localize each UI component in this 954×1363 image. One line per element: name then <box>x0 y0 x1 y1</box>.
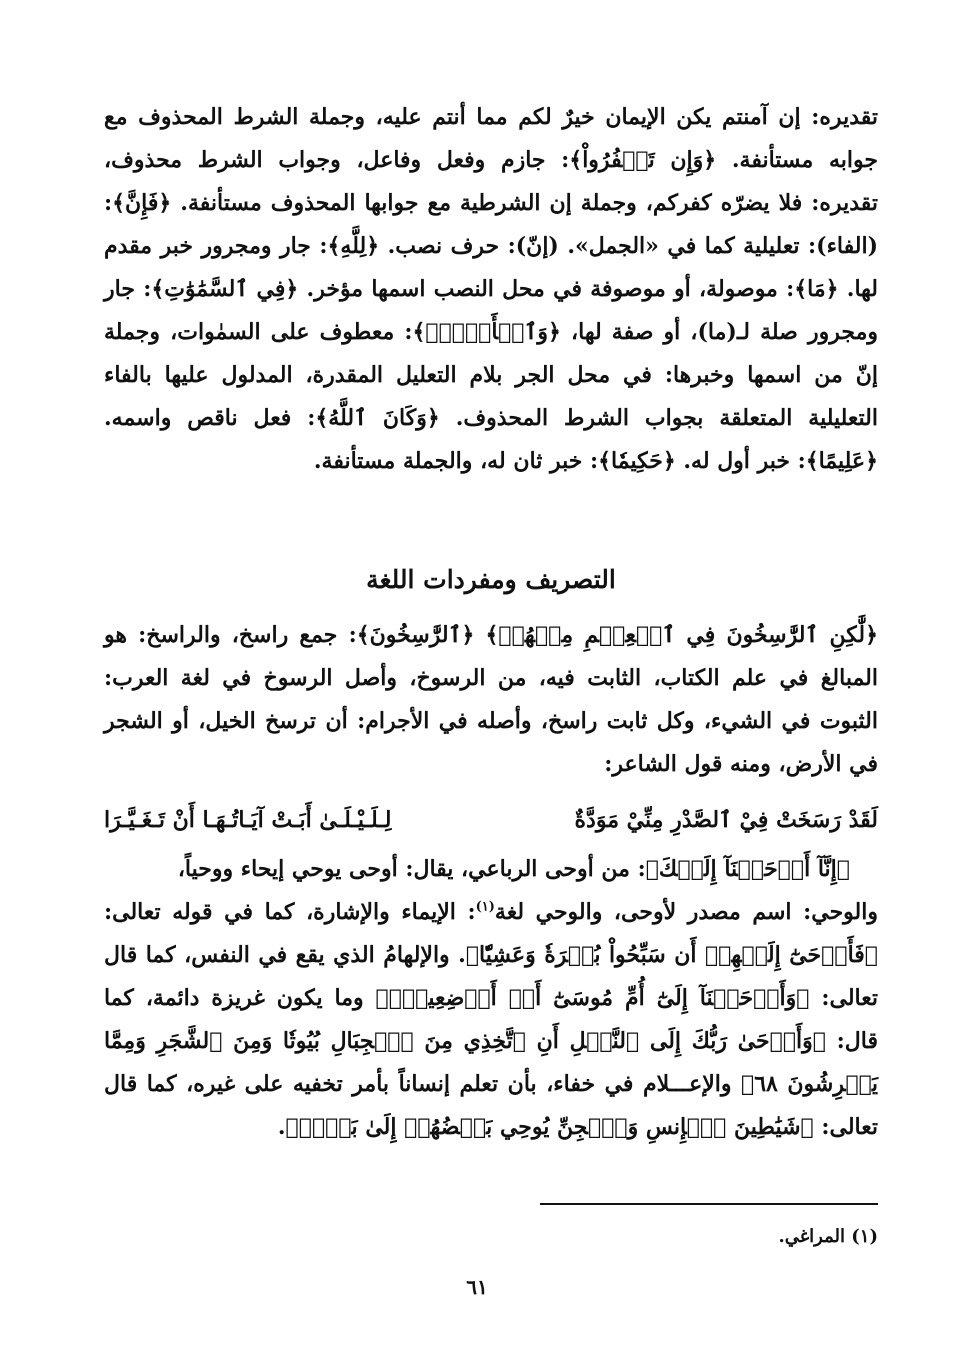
footnote-divider <box>540 1203 878 1205</box>
poetry-verse <box>104 800 878 840</box>
verse-second-hemistich: لِـلَـيْـلَـىٰ أَبَـتْ آيَـاتُـهَـا أَنْ تَـغَـيَّـرَا <box>104 807 392 833</box>
paragraph-text: والوحي: اسم مصدر لأوحى، والوحي لغة <box>494 899 878 925</box>
paragraph-grammar-analysis <box>104 96 878 483</box>
paragraph-text: تقديره: إن آمنتم يكن الإيمان خيرٌ لكم مما أنتم عليه، وجملة الشرط المحذوف مع جوابه مستأنفة. ﴿وَإِن تَكۡفُرُواْ﴾: جازم وفعل وفاعل، وجواب الشرط محذوف، تقديره: فلا يضرّه كفركم، وجملة إن الشرطية مع جوابها المحذوف مستأنفة. ﴿فَإِنَّ﴾: (الفاء): تعليلية كما في «الجمل». (إنّ): حرف نصب. ﴿لِلَّهِ﴾: جار ومجرور خبر مقدم لها. ﴿مَا﴾: موصولة، أو موصوفة في محل النصب اسمها مؤخر. ﴿فِي ٱلسَّمَٰوَٰتِ﴾: جار ومجرور صلة لـ(ما)، أو صفة لها، ﴿وَٱلۡأَرۡضِۚ﴾: معطوف على السمٰوات، وجملة إنّ من اسمها وخبرها: في محل الجر بلام التعليل المقدرة، المدلول عليها بالفاء التعليلية المتعلقة بجواب الشرط المحذوف. ﴿وَكَانَ ٱللَّهُ﴾: فعل ناقص واسمه. ﴿عَلِيمًا﴾: خبر أول له. ﴿حَكِيمٗا﴾: خبر ثان له، والجملة مستأنفة. <box>104 104 878 474</box>
footnote: (١) المراغي. <box>778 1226 878 1247</box>
paragraph-text: : الإيماء والإشارة، كما في قوله تعالى: ﴿فَأَوۡحَىٰٓ إِلَيۡهِمۡ أَن سَبِّحُواْ بُكۡرَةٗ وَعَشِيّٗا﴾. والإلهامُ الذي يقع في النفس، كما قال تعالى: ﴿وَأَوۡحَيۡنَآ إِلَىٰٓ أُمِّ مُوسَىٰٓ أَنۡ أَرۡضِعِيهِۖ﴾ وما يكون غريزة دائمة، كما قال: ﴿وَأَوۡحَىٰ رَبُّكَ إِلَى ٱلنَّحۡلِ أَنِ ٱتَّخِذِي مِنَ ٱلۡجِبَالِ بُيُوتٗا وَمِنَ ٱلشَّجَرِ وَمِمَّا يَعۡرِشُونَ ٦٨﴾ والإعـــلام في خفاء، بأن تعلم إنساناً بأمر تخفيه على غيره، كما قال تعالى: ﴿شَيَٰطِينَ ٱلۡإِنسِ وَٱلۡجِنِّ يُوحِي بَعۡضُهُمۡ إِلَىٰ بَعۡضٖ﴾. <box>104 899 879 1140</box>
footnote-reference[interactable]: (١) <box>475 899 495 915</box>
paragraph-text: ﴿لَّٰكِنِ ٱلرَّٰسِخُونَ فِي ٱلۡعِلۡمِ مِنۡهُمۡ﴾ ﴿ٱلرَّٰسِخُونَ﴾: جمع راسخ، والراسخ: هو المبالغ في علم الكتاب، الثابت فيه، من الرسوخ، وأصل الرسوخ في لغة العرب: الثبوت في الشيء، وكل ثابت راسخ، وأصله في الأجرام: أن ترسخ الخيل، أو الشجر في الأرض، ومنه قول الشاعر: <box>104 622 878 777</box>
paragraph-first-line: ﴿إِنَّآ أَوۡحَيۡنَآ إِلَيۡكَ﴾: من أوحى الرباعي، يقال: أوحى يوحي إيحاء ووحياً، <box>177 856 850 882</box>
paragraph-vocabulary <box>104 614 878 786</box>
page-number: ٦١ <box>466 1275 488 1299</box>
verse-first-hemistich: لَقَدْ رَسَخَتْ فِيْ ٱلصَّدْرِ مِنِّيْ مَوَدَّةٌ <box>574 807 878 833</box>
section-heading: التصريف ومفردات اللغة <box>366 565 616 594</box>
paragraph-wahy <box>104 848 878 1149</box>
